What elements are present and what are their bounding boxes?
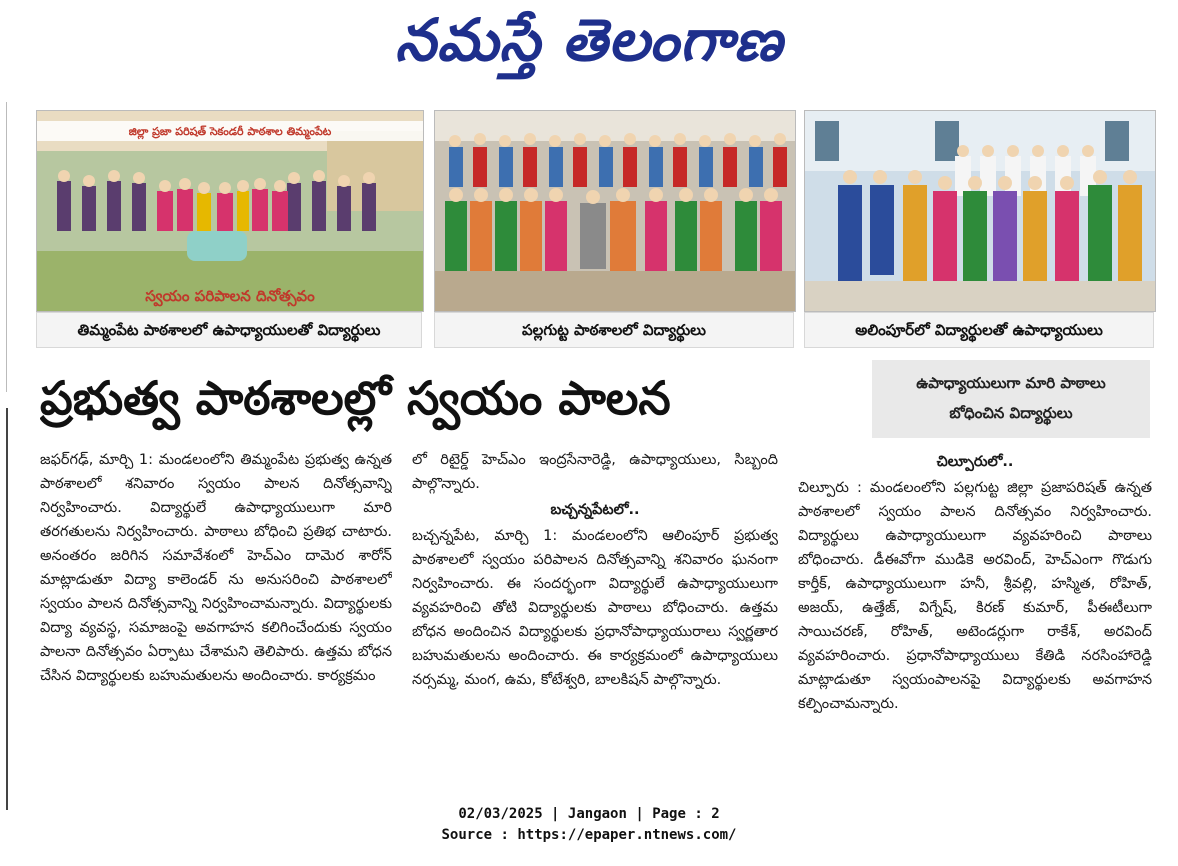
photo-thimmampet xyxy=(36,110,424,312)
photo-banner-bottom: స్వయం పరిపాలన దినోత్సవం xyxy=(145,287,315,305)
article-subheadline-box xyxy=(872,360,1150,438)
article-column-2 xyxy=(412,448,778,788)
subheadline-line-1: ఉపాధ్యాయులుగా మారి పాఠాలు xyxy=(916,374,1106,392)
column-3-subheading: చిల్పూరులో.. xyxy=(936,454,1014,470)
photo-banner-top: జిల్లా ప్రజా పరిషత్ సెకండరీ పాఠశాల తిమ్మంపేట xyxy=(128,125,332,138)
column-1-text: జఫర్‌గఢ్, మార్చి 1: మండలంలోని తిమ్మంపేట ప్రభుత్వ ఉన్నత పాఠశాలలో శనివారం స్వయం పాలన దినోత్సవాన్ని నిర్వహించారు. విద్యార్థులే ఉపాధ్యాయులుగా మారి తరగతులను నిర్వహించారు. పాఠాలు బోధించి ప్రతిభ చాటారు. అనంతరం జరిగిన సమావేశంలో హెచ్‌ఎం దామెర శారోన్ మాట్లాడుతూ విద్యా కాలెండర్ ను అనుసరించి పాఠశాలలో స్వయం పాలన దినోత్సవాన్ని నిర్వహించామన్నారు. విద్యార్థులకు విద్యా వ్యవస్థ, సమాజంపై అవగాహన కలిగించేందుకు స్వయం పాలనా దినోత్సవం ఏర్పాటు చేశామని తెలిపారు. ఉత్తమ బోధన చేసిన విద్యార్థులకు బహుమతులను అందించారు. కార్యక్రమం xyxy=(40,452,392,684)
column-2-text-a: లో రిటైర్డ్ హెచ్‌ఎం ఇంద్రసేనారెడ్డి, ఉపాధ్యాయులు, సిబ్బంది పాల్గొన్నారు. xyxy=(412,452,778,492)
column-2-text-b: బచ్చన్నపేట, మార్చి 1: మండలంలోని ఆలింపూర్ ప్రభుత్వ పాఠశాలలో స్వయం పరిపాలన దినోత్సవాన్ని శనివారం ఘనంగా నిర్వహించారు. ఈ సందర్భంగా విద్యార్థులే ఉపాధ్యాయులుగా వ్యవహరించి తోటి విద్యార్థులకు పాఠాలు బోధించారు. ఉత్తమ బోధన అందించిన విద్యార్థులకు ప్రధానోపాధ్యాయురాలు స్వర్ణతార బహుమతులను అందించారు. ఈ కార్యక్రమంలో ఉపాధ్యాయులు నర్సమ్మ, మంగ, ఉమ, కోటేశ్వరి, బాలకిషన్ పాల్గొన్నారు. xyxy=(412,528,778,688)
footer-edition-info: 02/03/2025 | Jangaon | Page : 2 xyxy=(458,806,720,822)
photo-alimpur xyxy=(804,110,1156,312)
column-2-subheading: బచ్చన్నపేటలో.. xyxy=(550,502,640,518)
article-column-1 xyxy=(40,448,392,788)
column-rule-left xyxy=(0,408,8,810)
photo-pallagutta xyxy=(434,110,796,312)
column-3-text: చిల్పూరు : మండలంలోని పల్లగుట్ట జిల్లా ప్రజాపరిషత్ ఉన్నత పాఠశాలలో స్వయం పాలన దినోత్సవం నిర్వహించారు. విద్యార్థులు ఉపాధ్యాయులుగా వ్యవహరించి పాఠాలు బోధించారు. డీఈవోగా ముడికె అరవింద్, హెచ్‌ఎంగా గొడుగు కార్తీక్, ఉపాధ్యాయులుగా హనీ, శ్రీవల్లి, హస్మిత, రోహిత్, అజయ్, ఉత్తేజ్, విగ్నేష్, కిరణ్ కుమార్, పీఈటీలుగా సాయిచరణ్, రోహిత్, అటెండర్లుగా రాకేశ్, అరవింద్ వ్యవహరించారు. ప్రధానోపాధ్యాయులు కేతిడి నరసింహారెడ్డి మాట్లాడుతూ స్వయంపాలనపై విద్యార్థులకు అవగాహన కల్పించామన్నారు. xyxy=(798,480,1152,712)
column-rule-top xyxy=(0,102,7,392)
photo-caption-pallagutta: పల్లగుట్ట పాఠశాలలో విద్యార్థులు xyxy=(434,312,794,348)
masthead xyxy=(0,0,1178,96)
footer-source-link[interactable]: Source : https://epaper.ntnews.com/ xyxy=(441,827,737,843)
article-column-3 xyxy=(798,448,1152,788)
article-headline: ప్రభుత్వ పాఠశాలల్లో స్వయం పాలన xyxy=(40,371,671,425)
photo-caption-alimpur: అలింపూర్‌లో విద్యార్థులతో ఉపాధ్యాయులు xyxy=(804,312,1154,348)
photo-caption-thimmampet: తిమ్మంపేట పాఠశాలలో ఉపాధ్యాయులతో విద్యార్థులు xyxy=(36,312,422,348)
subheadline-line-2: బోధించిన విద్యార్థులు xyxy=(949,404,1073,422)
newspaper-logo-title: నమస్తే తెలంగాణ xyxy=(395,6,783,74)
